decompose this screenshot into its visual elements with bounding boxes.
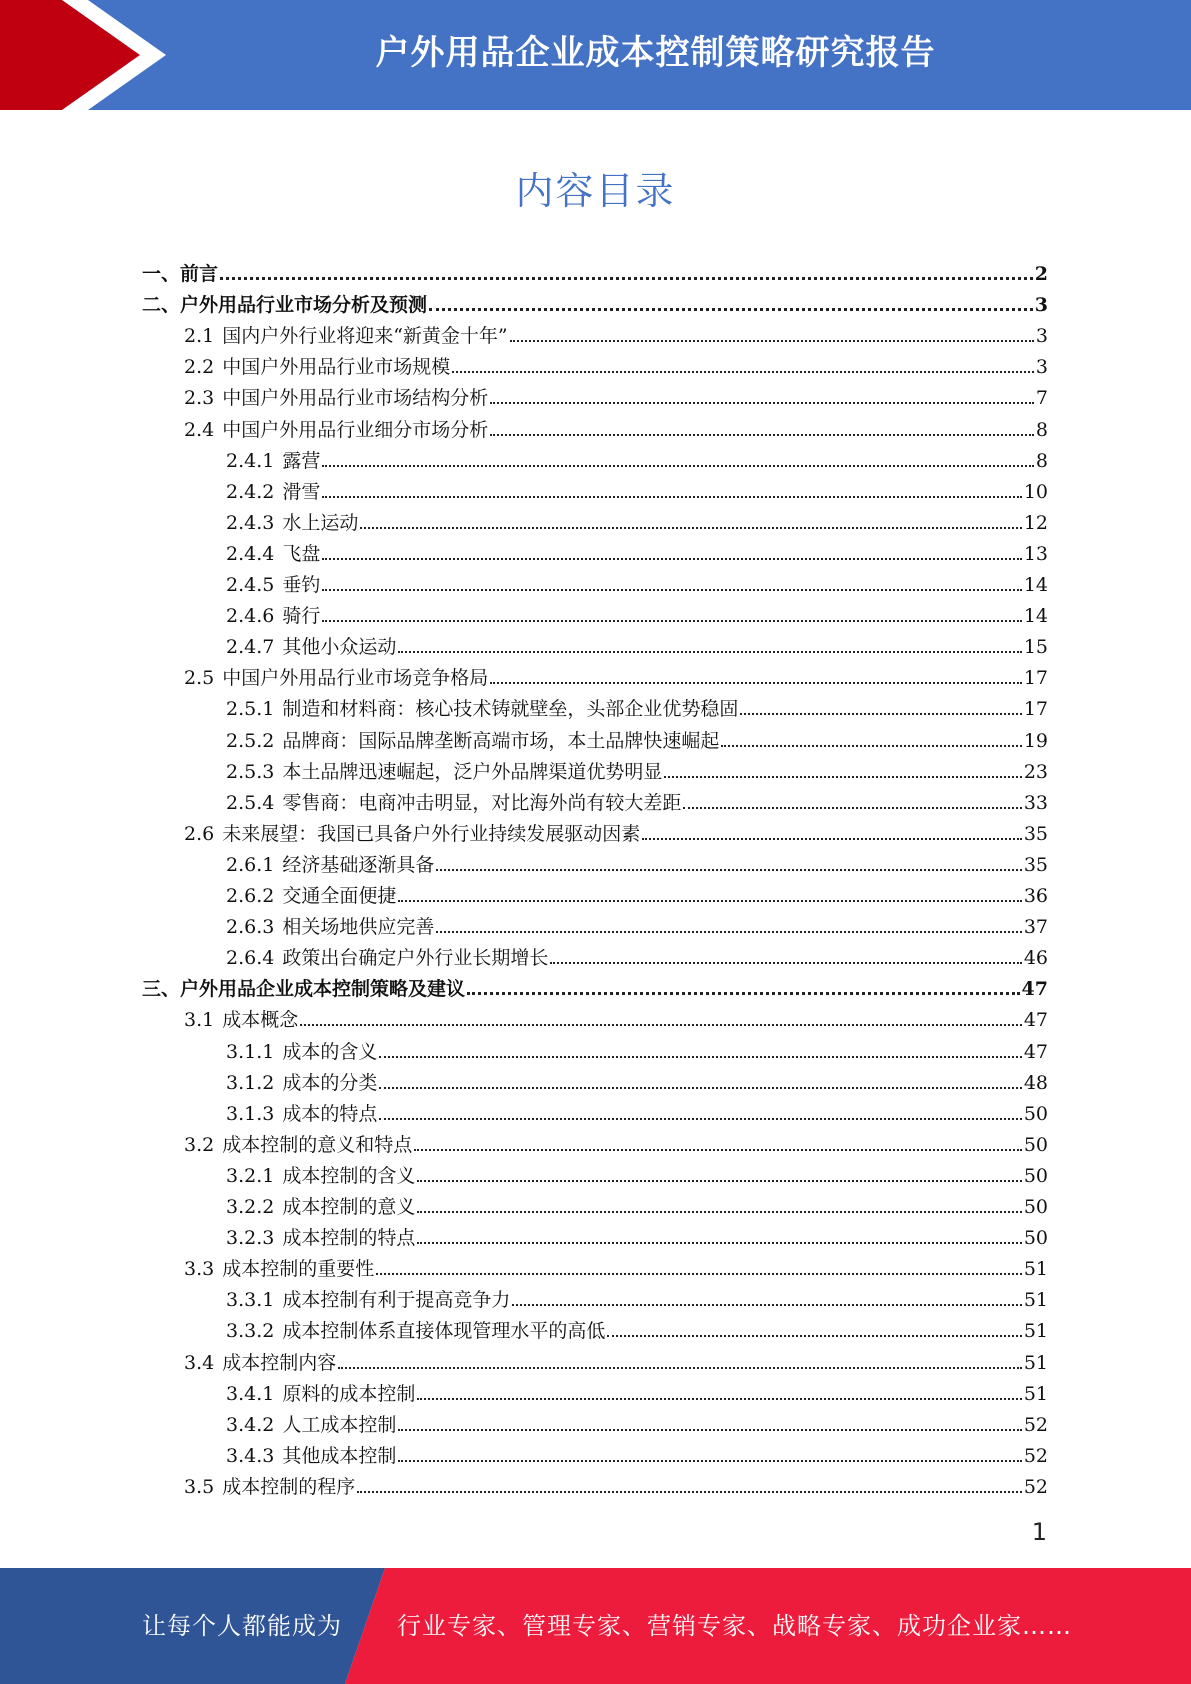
toc-dot-leader — [357, 1491, 1022, 1493]
toc-entry-label — [226, 792, 681, 814]
toc-dot-leader — [436, 931, 1021, 933]
toc-entry[interactable] — [226, 1063, 1048, 1094]
toc-entry-label — [226, 481, 320, 503]
toc-entry[interactable] — [226, 689, 1048, 720]
toc-entry-text: 飞盘 — [282, 542, 321, 565]
toc-entry-page: 47 — [1021, 978, 1048, 1001]
toc-entry-page: 15 — [1023, 636, 1048, 659]
toc-entry-text: 中国户外用品行业细分市场分析 — [222, 418, 489, 441]
toc-entry-number: 3.4.3 — [226, 1444, 275, 1467]
toc-entry-number: 3.4.2 — [226, 1413, 275, 1436]
toc-entry-text: 未来展望：我国已具备户外行业持续发展驱动因素 — [222, 822, 641, 845]
toc-dot-leader — [417, 1242, 1021, 1244]
toc-entry-page: 2 — [1034, 263, 1048, 285]
toc-dot-leader — [379, 1118, 1021, 1120]
toc-dot-leader — [642, 838, 1022, 840]
toc-entry-page: 50 — [1023, 1164, 1048, 1187]
toc-entry-text: 本土品牌迅速崛起，泛户外品牌渠道优势明显 — [282, 760, 663, 783]
toc-entry-text: 经济基础逐渐具备 — [282, 853, 435, 876]
report-title: 户外用品企业成本控制策略研究报告 — [375, 33, 936, 73]
toc-entry[interactable] — [226, 627, 1048, 658]
toc-entry-text: 成本控制内容 — [222, 1351, 337, 1374]
toc-dot-leader — [322, 496, 1021, 498]
toc-entry-page: 52 — [1023, 1444, 1048, 1467]
toc-entry-page: 10 — [1023, 480, 1048, 503]
toc-dot-leader — [490, 402, 1034, 404]
toc-entry[interactable] — [226, 1405, 1048, 1436]
toc-entry-text: 成本的含义 — [282, 1040, 378, 1063]
toc-entry-label — [226, 1041, 377, 1063]
toc-entry[interactable] — [184, 1343, 1048, 1374]
toc-entry-text: 品牌商：国际品牌垄断高端市场，本土品牌快速崛起 — [282, 729, 720, 752]
toc-entry-page: 13 — [1023, 542, 1048, 565]
toc-entry-number: 2.4.7 — [226, 636, 275, 659]
toc-entry-text: 成本控制的含义 — [282, 1164, 416, 1187]
toc-entry-label — [184, 1352, 336, 1374]
toc-entry-number: 2.1 — [184, 325, 215, 348]
toc-entry[interactable] — [142, 969, 1048, 1000]
toc-dot-leader — [220, 277, 1033, 280]
toc-dot-leader — [417, 1398, 1021, 1400]
toc-entry-page: 51 — [1023, 1320, 1048, 1343]
toc-entry-number: 2.5 — [184, 667, 215, 690]
toc-entry-number: 2.5.4 — [226, 791, 275, 814]
toc-entry-page: 37 — [1023, 916, 1048, 939]
toc-entry-page: 12 — [1023, 511, 1048, 534]
toc-dot-leader — [436, 869, 1021, 871]
toc-entry-label — [226, 1196, 415, 1218]
toc-dot-leader — [429, 308, 1033, 311]
toc-entry-text: 成本控制的重要性 — [222, 1258, 375, 1281]
toc-entry-text: 国内户外行业将迎来“新黄金十年” — [222, 325, 508, 348]
toc-entry-number: 2.6.4 — [226, 947, 275, 970]
toc-entry-text: 零售商：电商冲击明显，对比海外尚有较大差距 — [282, 791, 682, 814]
toc-entry[interactable] — [184, 1125, 1048, 1156]
toc-entry-number: 3.1.2 — [226, 1071, 275, 1094]
toc-dot-leader — [664, 776, 1021, 778]
toc-entry[interactable] — [184, 1249, 1048, 1280]
toc-entry-number: 3.2.3 — [226, 1227, 275, 1250]
toc-entry-number: 3.5 — [184, 1475, 215, 1498]
toc-entry-number: 2.4.4 — [226, 542, 275, 565]
toc-entry[interactable] — [226, 565, 1048, 596]
toc-entry[interactable] — [226, 472, 1048, 503]
toc-entry[interactable] — [226, 534, 1048, 565]
toc-entry[interactable] — [226, 876, 1048, 907]
toc-entry-number: 2.2 — [184, 356, 215, 379]
toc-entry-text: 水上运动 — [282, 511, 359, 534]
toc-entry-number: 2.4.2 — [226, 480, 275, 503]
toc-entry-number: 3.1 — [184, 1009, 215, 1032]
toc-entry[interactable] — [226, 783, 1048, 814]
toc-entry-text: 中国户外用品行业市场竞争格局 — [222, 667, 489, 690]
toc-entry-text: 成本控制有利于提高竞争力 — [282, 1289, 511, 1312]
page-number: 1 — [1031, 1518, 1047, 1546]
toc-entry-page: 51 — [1023, 1289, 1048, 1312]
toc-entry-text: 成本控制的程序 — [222, 1475, 356, 1498]
toc-entry-text: 滑雪 — [282, 480, 321, 503]
toc-entry[interactable] — [226, 596, 1048, 627]
toc-entry-page: 50 — [1023, 1133, 1048, 1156]
toc-entry-number: 3.1.3 — [226, 1102, 275, 1125]
toc-entry-text: 成本控制的特点 — [282, 1227, 416, 1250]
toc-dot-leader — [490, 434, 1034, 436]
toc-entry-text: 中国户外用品行业市场结构分析 — [222, 387, 489, 410]
toc-entry-number: 2.4.3 — [226, 511, 275, 534]
toc-dot-leader — [322, 465, 1034, 467]
toc-entry[interactable] — [226, 1374, 1048, 1405]
toc-entry-label — [142, 263, 218, 285]
toc-entry-label — [184, 1476, 355, 1498]
toc-entry-page: 7 — [1035, 387, 1048, 410]
toc-entry-label — [226, 512, 358, 534]
toc-entry-text: 其他成本控制 — [282, 1444, 397, 1467]
toc-dot-leader — [360, 527, 1021, 529]
toc-entry-label — [226, 698, 738, 720]
toc-dot-leader — [322, 589, 1021, 591]
toc-entry-page: 33 — [1023, 791, 1048, 814]
toc-entry-page: 35 — [1023, 853, 1048, 876]
toc-entry-label — [226, 1383, 415, 1405]
toc-entry[interactable] — [184, 410, 1048, 441]
toc-entry[interactable] — [226, 441, 1048, 472]
toc-entry-text: 成本的分类 — [282, 1071, 378, 1094]
toc-entry-page: 3 — [1035, 325, 1048, 348]
toc-entry-label — [226, 730, 719, 752]
toc-entry-page: 50 — [1023, 1196, 1048, 1218]
toc-entry-label — [184, 667, 488, 689]
toc-dot-leader — [417, 1211, 1021, 1213]
toc-dot-leader — [550, 962, 1021, 964]
toc-entry[interactable] — [184, 378, 1048, 409]
toc-entry[interactable] — [142, 254, 1048, 285]
toc-entry-text: 相关场地供应完善 — [282, 916, 435, 939]
toc-dot-leader — [376, 1273, 1022, 1275]
toc-dot-leader — [398, 1429, 1021, 1431]
toc-entry-label — [142, 978, 465, 1000]
toc-entry[interactable] — [142, 285, 1048, 316]
toc-entry-label — [226, 1445, 396, 1467]
toc-dot-leader — [721, 745, 1021, 747]
toc-dot-leader — [379, 1056, 1021, 1058]
toc-entry-number: 3.3.1 — [226, 1289, 275, 1312]
toc-dot-leader — [510, 340, 1034, 342]
toc-entry[interactable] — [226, 503, 1048, 534]
toc-entry-label — [226, 605, 320, 627]
toc-entry-text: 其他小众运动 — [282, 636, 397, 659]
toc-entry-page: 35 — [1023, 822, 1048, 845]
toc-dot-leader — [490, 682, 1022, 684]
toc-dot-leader — [398, 1460, 1021, 1462]
toc-dot-leader — [338, 1367, 1022, 1369]
toc-entry[interactable] — [226, 907, 1048, 938]
toc-dot-leader — [452, 371, 1034, 373]
toc-entry-text: 一、前言 — [142, 263, 219, 285]
toc-entry-page: 46 — [1023, 947, 1048, 970]
toc-entry-page: 17 — [1023, 698, 1048, 721]
toc-entry-number: 3.4 — [184, 1351, 215, 1374]
toc-entry-label — [184, 1009, 298, 1031]
toc-entry-label — [184, 387, 488, 409]
toc-entry-text: 人工成本控制 — [282, 1413, 397, 1436]
toc-dot-leader — [740, 713, 1021, 715]
toc-entry-number: 3.3 — [184, 1258, 215, 1281]
toc-entry-page: 8 — [1035, 418, 1048, 441]
toc-entry-label — [226, 574, 320, 596]
toc-entry-page: 50 — [1023, 1102, 1048, 1125]
toc-entry-number: 3.1.1 — [226, 1040, 275, 1063]
toc-entry[interactable] — [226, 1218, 1048, 1249]
toc-entry-page: 3 — [1034, 294, 1048, 317]
toc-entry[interactable] — [226, 1032, 1048, 1063]
toc-entry-number: 3.2.2 — [226, 1196, 275, 1218]
toc-entry-text: 中国户外用品行业市场规模 — [222, 356, 451, 379]
toc-entry-page: 8 — [1035, 449, 1048, 472]
toc-entry[interactable] — [184, 814, 1048, 845]
toc-entry-page: 36 — [1023, 885, 1048, 907]
toc-dot-leader — [417, 1180, 1021, 1182]
toc-entry-number: 3.4.1 — [226, 1382, 275, 1405]
toc-entry[interactable] — [226, 1094, 1048, 1125]
toc-entry-page: 52 — [1023, 1413, 1048, 1436]
page-header — [0, 0, 1191, 110]
toc-dot-leader — [683, 807, 1021, 809]
toc-dot-leader — [322, 558, 1021, 560]
toc-entry-text: 骑行 — [282, 605, 321, 628]
page-footer — [0, 1568, 1191, 1684]
toc-entry-number: 2.6.2 — [226, 885, 275, 907]
toc-entry[interactable] — [226, 845, 1048, 876]
toc-entry-page: 51 — [1023, 1382, 1048, 1405]
toc-entry-label — [226, 1103, 377, 1125]
toc-entry[interactable] — [226, 721, 1048, 752]
toc-entry[interactable] — [184, 658, 1048, 689]
toc-entry-label — [226, 885, 396, 907]
toc-entry-number: 2.5.3 — [226, 760, 275, 783]
toc-entry-number: 3.2 — [184, 1133, 215, 1156]
toc-entry-text: 成本的特点 — [282, 1102, 378, 1125]
toc-entry-text: 制造和材料商：核心技术铸就壁垒，头部企业优势稳固 — [282, 698, 739, 721]
toc-entry-text: 露营 — [282, 449, 321, 472]
toc-entry-label — [226, 1165, 415, 1187]
toc-entry-label — [226, 543, 320, 565]
toc-entry-label — [226, 947, 548, 969]
toc-entry-text: 成本控制的意义和特点 — [222, 1133, 413, 1156]
toc-entry-number: 2.6 — [184, 822, 215, 845]
toc-entry[interactable] — [226, 1280, 1048, 1311]
toc-dot-leader — [467, 992, 1020, 995]
toc-entry[interactable] — [226, 1187, 1048, 1218]
toc-entry-page: 50 — [1023, 1227, 1048, 1250]
toc-entry[interactable] — [184, 1000, 1048, 1031]
toc-entry-page: 14 — [1023, 605, 1048, 628]
toc-entry[interactable] — [184, 316, 1048, 347]
header-red-chevron — [0, 0, 140, 110]
toc-entry-label — [226, 916, 434, 938]
toc-dot-leader — [379, 1087, 1021, 1089]
toc-entry-label — [226, 1414, 396, 1436]
toc-entry-text: 三、户外用品企业成本控制策略及建议 — [142, 978, 466, 1001]
toc-entry-page: 19 — [1023, 729, 1048, 752]
toc-entry[interactable] — [184, 347, 1048, 378]
toc-entry-number: 2.3 — [184, 387, 215, 410]
toc-entry-number: 3.2.1 — [226, 1164, 275, 1187]
toc-entry[interactable] — [226, 1436, 1048, 1467]
toc-entry-text: 交通全面便捷 — [282, 885, 397, 907]
toc-entry[interactable] — [226, 938, 1048, 969]
toc-entry-number: 3.3.2 — [226, 1320, 275, 1343]
toc-dot-leader — [322, 620, 1021, 622]
toc-dot-leader — [300, 1024, 1022, 1026]
toc-entry-page: 52 — [1023, 1475, 1048, 1498]
footer-slogan-right: 行业专家、管理专家、营销专家、战略专家、成功企业家…… — [397, 1612, 1072, 1640]
toc-entry-label — [184, 356, 450, 378]
toc-entry-number: 2.6.3 — [226, 916, 275, 939]
toc-entry[interactable] — [184, 1467, 1048, 1498]
toc-dot-leader — [607, 1335, 1021, 1337]
toc-entry-number: 2.6.1 — [226, 853, 275, 876]
toc-entry-text: 垂钓 — [282, 574, 321, 596]
toc-entry-text: 二、户外用品行业市场分析及预测 — [142, 294, 428, 317]
toc-entry-label — [226, 1320, 605, 1342]
toc-entry-number: 2.5.1 — [226, 698, 275, 721]
toc-entry-label — [226, 1289, 510, 1311]
toc-entry-page: 23 — [1023, 760, 1048, 783]
toc-entry-page: 17 — [1023, 667, 1048, 690]
toc-entry-page: 51 — [1023, 1258, 1048, 1281]
toc-entry-label — [226, 854, 434, 876]
toc-entry-text: 原料的成本控制 — [282, 1382, 416, 1405]
toc-entry[interactable] — [226, 752, 1048, 783]
toc-entry-label — [226, 1227, 415, 1249]
toc-dot-leader — [398, 900, 1021, 902]
toc-entry-number: 2.4.5 — [226, 574, 275, 596]
toc-dot-leader — [414, 1149, 1022, 1151]
toc-heading: 内容目录 — [515, 169, 676, 213]
toc-entry-number: 2.4.6 — [226, 605, 275, 628]
toc-entry[interactable] — [226, 1156, 1048, 1187]
toc-entry-page: 48 — [1023, 1071, 1048, 1094]
toc-entry[interactable] — [226, 1311, 1048, 1342]
toc-entry-label — [226, 761, 662, 783]
toc-entry-page: 3 — [1035, 356, 1048, 379]
toc-entry-number: 2.4 — [184, 418, 215, 441]
toc-dot-leader — [398, 651, 1021, 653]
toc-entry-page: 47 — [1023, 1040, 1048, 1063]
toc-entry-number: 2.4.1 — [226, 449, 275, 472]
toc-entry-number: 2.5.2 — [226, 729, 275, 752]
toc-entry-text: 成本概念 — [222, 1009, 299, 1032]
toc-dot-leader — [512, 1304, 1021, 1306]
toc-entry-text: 成本控制的意义 — [282, 1196, 416, 1218]
toc-entry-label — [226, 450, 320, 472]
toc-entry-page: 47 — [1023, 1009, 1048, 1032]
toc-entry-label — [184, 325, 508, 347]
toc-entry-page: 51 — [1023, 1351, 1048, 1374]
toc-entry-text: 成本控制体系直接体现管理水平的高低 — [282, 1320, 606, 1343]
toc-entry-label — [184, 1134, 412, 1156]
toc-entry-label — [226, 636, 396, 658]
toc-entry-label — [184, 823, 640, 845]
toc-entry-label — [142, 294, 427, 316]
toc-entry-label — [184, 1258, 374, 1280]
toc-entry-text: 政策出台确定户外行业长期增长 — [282, 947, 549, 970]
toc-entry-label — [226, 1072, 377, 1094]
footer-slogan-left: 让每个人都能成为 — [142, 1612, 342, 1640]
toc-entry-page: 14 — [1023, 574, 1048, 596]
toc-entry-label — [184, 419, 488, 441]
